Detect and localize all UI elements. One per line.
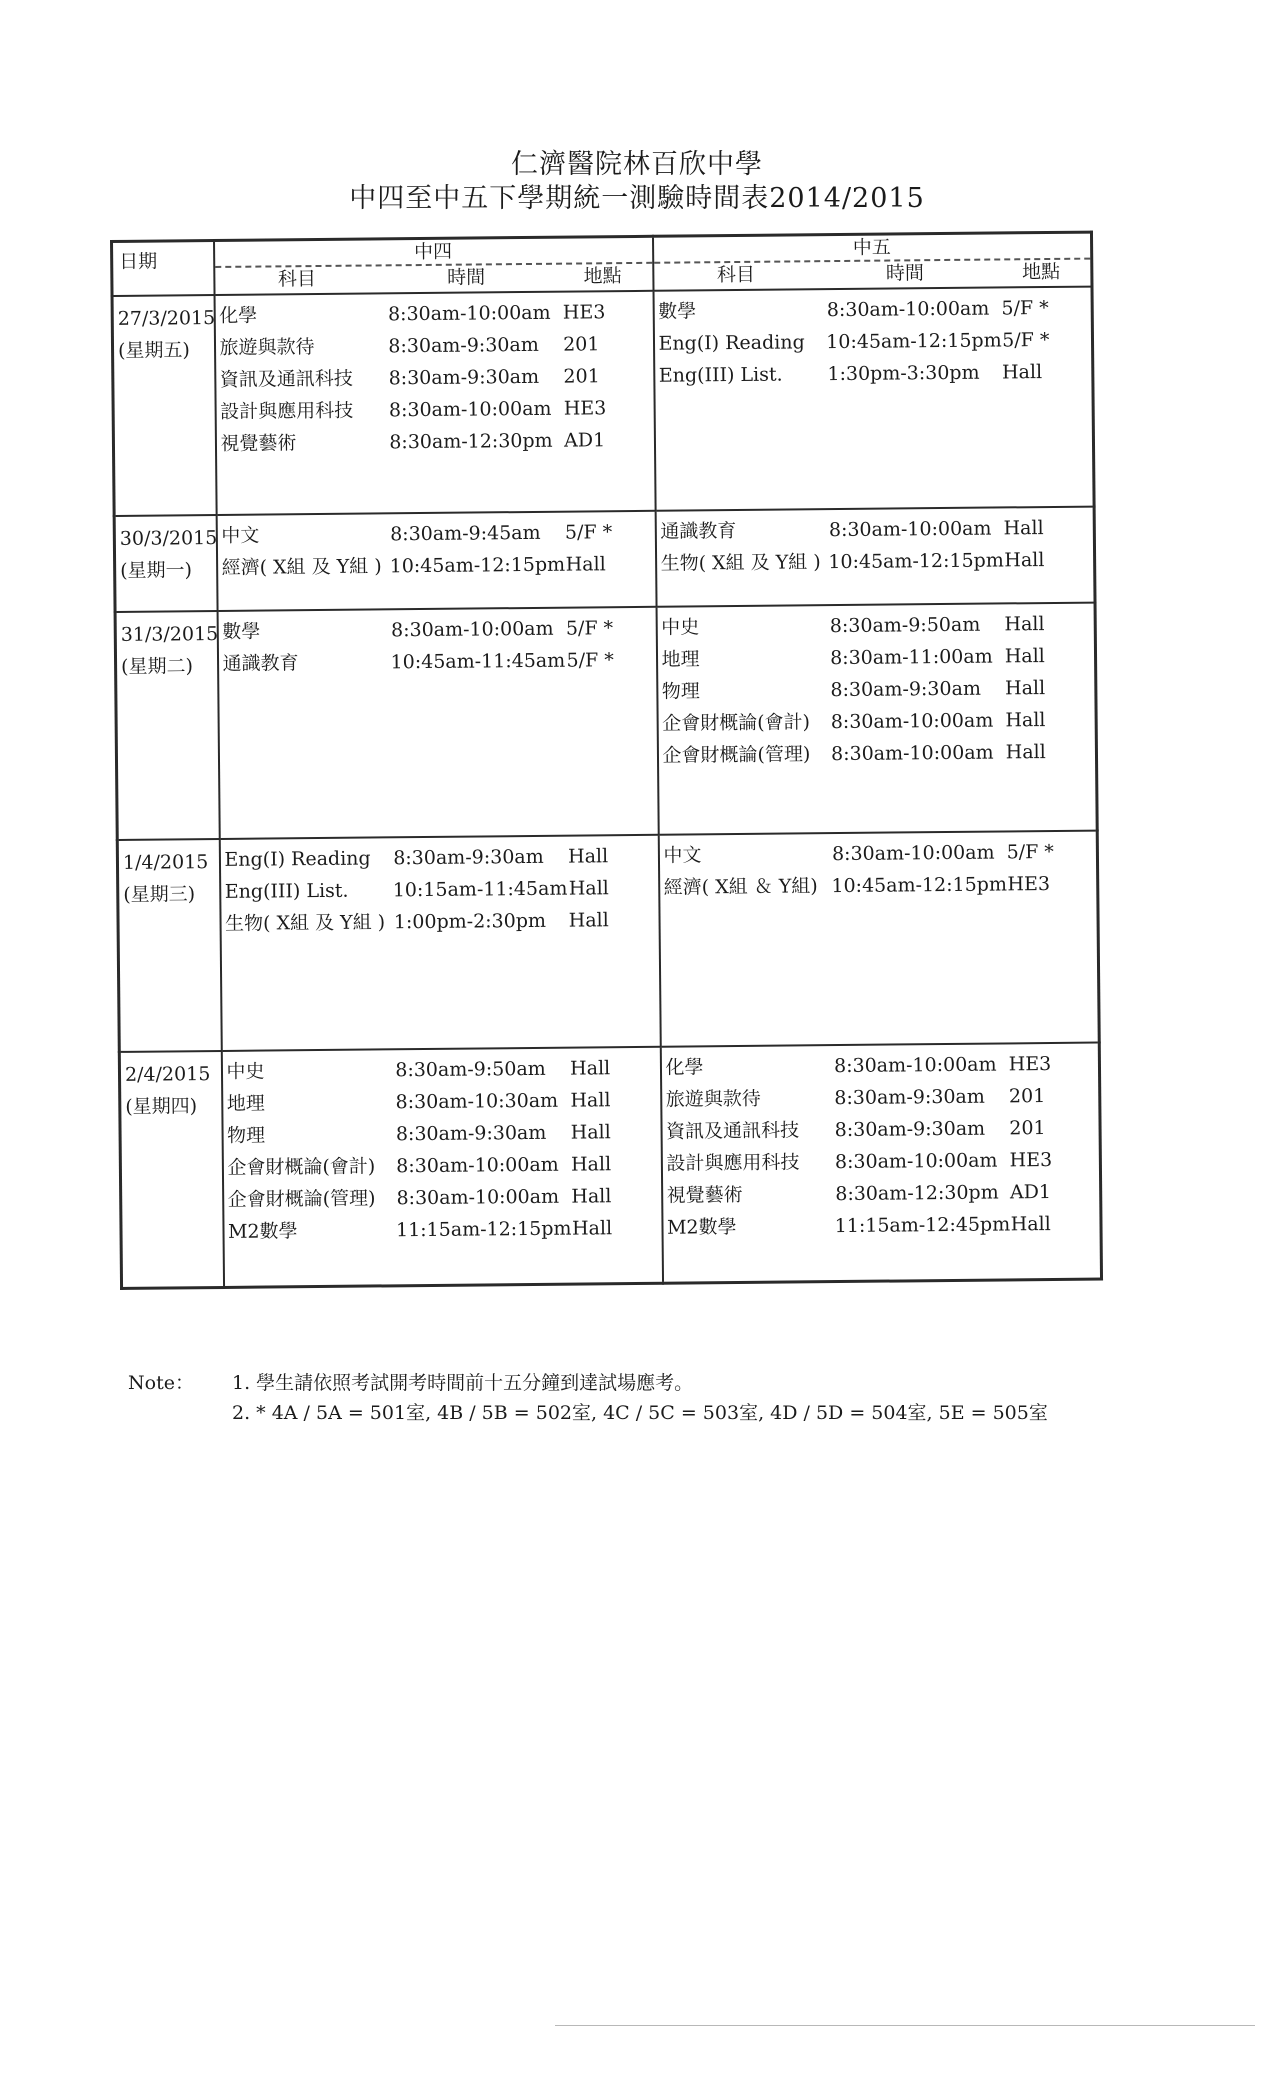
exam-subject: 旅遊與款待: [665, 1087, 761, 1111]
exam-time: 11:15am-12:15pm: [395, 1217, 572, 1242]
date-cell: [112, 295, 216, 516]
exam-entry: [224, 1180, 661, 1216]
exam-venue: 201: [563, 365, 600, 388]
exam-venue: Hall: [571, 1217, 613, 1240]
exam-time: 8:30am-9:30am: [395, 1121, 547, 1146]
exam-subject: 視覺藝術: [666, 1183, 743, 1207]
exam-entry: [657, 608, 1094, 644]
exam-date: 2/4/2015: [124, 1063, 211, 1086]
exam-time: 10:45am-12:15pm: [831, 873, 1008, 898]
schedule-title: 中四至中五下學期統一測驗時間表2014/2015: [349, 183, 925, 214]
exam-time: 1:00pm-2:30pm: [393, 909, 547, 934]
exam-weekday: (星期一): [120, 559, 193, 582]
s4-header: 中四: [215, 238, 652, 268]
exam-time: 8:30am-12:30pm: [389, 429, 553, 454]
s5-exam-cell: [660, 1043, 1101, 1283]
exam-subject: 中史: [661, 616, 700, 639]
exam-venue: Hall: [1004, 645, 1045, 668]
exam-venue: Hall: [570, 1153, 612, 1176]
exam-date: 1/4/2015: [122, 851, 209, 874]
exam-entry: [661, 1048, 1098, 1084]
exam-venue: Hall: [568, 909, 609, 932]
exam-time: 8:30am-10:00am: [396, 1185, 560, 1210]
exam-entry: [654, 324, 1091, 360]
s5-venue-header: 地點: [1022, 260, 1061, 284]
exam-subject: 化學: [219, 304, 258, 327]
exam-venue: Hall: [567, 845, 609, 868]
scan-edge-line: [555, 2025, 1255, 2026]
exam-subject: 企會財概論(管理): [227, 1187, 376, 1211]
exam-subject: 企會財概論(會計): [662, 711, 811, 735]
exam-weekday: (星期三): [123, 883, 196, 906]
exam-date: 31/3/2015: [120, 622, 219, 646]
exam-time: 8:30am-9:30am: [834, 1117, 986, 1142]
s5-exam-cell: [656, 603, 1097, 835]
exam-entry: [215, 328, 652, 364]
schedule-row: [117, 831, 1099, 1052]
exam-venue: Hall: [1005, 741, 1046, 764]
exam-subject: Eng(III) List.: [224, 879, 349, 903]
s4-exam-cell: [214, 291, 655, 515]
exam-subject: Eng(I) Reading: [658, 331, 805, 355]
note-item: 2. * 4A / 5A = 501室, 4B / 5B = 502室, 4C / 5C = 503室, 4D / 5D = 504室, 5E = 505室: [232, 1402, 1048, 1424]
exam-time: 8:30am-9:30am: [388, 365, 540, 390]
exam-entry: [662, 1080, 1099, 1116]
s5-exam-cell: [658, 831, 1099, 1047]
exam-entry: [216, 392, 653, 428]
s5-exam-cell: [653, 287, 1094, 511]
exam-venue: HE3: [1009, 1148, 1053, 1172]
exam-subject: 經濟( X組 及 Y組 ): [221, 555, 382, 579]
exam-subject: 中文: [663, 844, 702, 867]
schedule-row: [112, 287, 1094, 516]
exam-entry: [663, 1176, 1100, 1212]
exam-time: 8:30am-10:00am: [390, 617, 554, 642]
date-cell: [115, 611, 219, 840]
exam-entry: [224, 1212, 661, 1248]
exam-entry: [654, 292, 1091, 328]
schedule-row: [115, 603, 1097, 840]
exam-entry: [220, 840, 657, 876]
exam-entry: [223, 1084, 660, 1120]
exam-time: 8:30am-10:00am: [831, 841, 995, 866]
note-item: 1. 學生請依照考試開考時間前十五分鐘到達試場應考。: [232, 1372, 694, 1394]
exam-venue: 201: [563, 333, 600, 356]
exam-subject: 中文: [221, 524, 260, 547]
exam-schedule-table: [110, 231, 1103, 1290]
exam-time: 8:30am-10:00am: [387, 301, 551, 326]
exam-weekday: (星期四): [125, 1095, 198, 1118]
exam-subject: 經濟( X組 ＆ Y組): [663, 875, 818, 899]
exam-weekday: (星期二): [120, 655, 194, 678]
exam-subject: Eng(III) List.: [658, 363, 783, 387]
s5-time-header: 時間: [885, 262, 925, 285]
exam-subject: 地理: [226, 1092, 265, 1115]
exam-time: 10:45am-12:15pm: [828, 549, 1004, 574]
exam-subject: Eng(I) Reading: [224, 847, 371, 871]
exam-subject: M2數學: [666, 1216, 737, 1239]
exam-subject: 企會財概論(管理): [662, 743, 811, 767]
exam-entry: [223, 1148, 660, 1184]
s4-subject-header: 科目: [277, 268, 317, 291]
exam-subject: 視覺藝術: [220, 432, 297, 455]
exam-subject: 設計與應用科技: [666, 1151, 800, 1175]
exam-venue: Hall: [1004, 677, 1046, 700]
exam-time: 8:30am-10:00am: [396, 1153, 559, 1178]
exam-entry: [656, 512, 1093, 548]
exam-subject: 資訊及通訊科技: [219, 367, 353, 391]
exam-time: 8:30am-9:50am: [829, 613, 981, 638]
exam-time: 11:15am-12:45pm: [834, 1213, 1011, 1238]
exam-venue: Hall: [1004, 549, 1045, 572]
exam-venue: Hall: [1001, 361, 1043, 384]
exam-subject: 旅遊與款待: [219, 336, 315, 359]
s4-venue-header: 地點: [583, 265, 622, 288]
exam-time: 8:30am-10:00am: [828, 517, 992, 542]
exam-entry: [221, 904, 658, 940]
exam-venue: 5/F *: [564, 521, 613, 544]
exam-venue: 5/F *: [1006, 840, 1054, 864]
exam-venue: AD1: [1009, 1181, 1052, 1204]
exam-time: 8:30am-9:30am: [388, 333, 539, 358]
exam-entry: [662, 1144, 1099, 1180]
s4-column-group: [214, 236, 654, 295]
exam-venue: Hall: [568, 877, 609, 900]
exam-entry: [215, 296, 652, 332]
exam-entry: [662, 1112, 1099, 1148]
exam-venue: HE3: [562, 301, 606, 324]
exam-venue: Hall: [1005, 709, 1046, 732]
exam-entry: [217, 516, 654, 552]
exam-time: 8:30am-10:30am: [395, 1089, 559, 1114]
exam-entry: [658, 672, 1095, 708]
exam-entry: [216, 360, 653, 396]
exam-subject: 數學: [222, 620, 261, 643]
exam-time: 8:30am-9:45am: [390, 521, 541, 546]
exam-entry: [217, 548, 654, 584]
exam-time: 10:15am-11:45am: [392, 877, 568, 902]
exam-venue: 201: [1008, 1085, 1046, 1108]
exam-time: 8:30am-9:30am: [393, 845, 544, 870]
s5-exam-cell: [655, 507, 1095, 607]
exam-entry: [221, 872, 658, 908]
s5-subject-header: 科目: [716, 263, 756, 287]
s4-exam-cell: [216, 511, 656, 611]
note-list: [232, 1368, 1048, 1428]
exam-venue: HE3: [1007, 873, 1051, 896]
exam-date: 30/3/2015: [119, 526, 218, 550]
exam-venue: Hall: [570, 1057, 611, 1080]
exam-venue: AD1: [563, 429, 606, 452]
exam-entry: [655, 356, 1092, 392]
exam-subject: 通識教育: [660, 520, 737, 543]
exam-entry: [223, 1116, 660, 1152]
exam-entry: [663, 1208, 1100, 1244]
s4-exam-cell: [217, 607, 658, 839]
exam-subject: 資訊及通訊科技: [665, 1119, 800, 1143]
exam-subject: 通識教育: [222, 652, 299, 675]
exam-weekday: (星期五): [117, 339, 190, 362]
exam-time: 8:30am-9:30am: [830, 677, 982, 702]
exam-entry: [658, 736, 1095, 772]
exam-subject: 設計與應用科技: [220, 399, 354, 423]
exam-date: 27/3/2015: [117, 306, 216, 330]
exam-entry: [216, 424, 653, 460]
exam-time: 8:30am-10:00am: [830, 741, 994, 766]
exam-entry: [659, 836, 1096, 872]
s4-exam-cell: [219, 835, 660, 1051]
exam-subject: 生物( X組 及 Y組 ): [224, 911, 386, 935]
school-name: 仁濟醫院林百欣中學: [511, 149, 763, 180]
exam-venue: Hall: [1003, 517, 1044, 540]
exam-subject: 企會財概論(會計): [227, 1155, 376, 1179]
exam-subject: 物理: [226, 1124, 266, 1147]
s4-exam-cell: [221, 1047, 662, 1287]
s4-time-header: 時間: [447, 266, 486, 289]
exam-venue: Hall: [1010, 1213, 1051, 1236]
exam-subject: 生物( X組 及 Y組 ): [660, 551, 821, 575]
exam-time: 10:45am-11:45am: [390, 649, 566, 674]
schedule-row: [119, 1043, 1101, 1288]
exam-venue: HE3: [1008, 1053, 1052, 1076]
exam-time: 10:45am-12:15pm: [389, 553, 566, 578]
exam-venue: Hall: [570, 1089, 611, 1112]
date-cell: [114, 515, 217, 612]
exam-time: 8:30am-9:50am: [395, 1057, 546, 1082]
exam-venue: 201: [1009, 1117, 1046, 1140]
exam-venue: Hall: [571, 1185, 612, 1208]
exam-time: 8:30am-10:00am: [826, 297, 990, 322]
s5-header: 中五: [654, 234, 1091, 264]
exam-time: 1:30pm-3:30pm: [827, 361, 980, 386]
date-cell: [117, 839, 221, 1052]
exam-entry: [218, 644, 655, 680]
exam-venue: 5/F *: [565, 617, 614, 640]
exam-time: 8:30am-10:00am: [830, 709, 994, 734]
exam-subject: 物理: [661, 680, 700, 703]
exam-venue: Hall: [565, 553, 606, 576]
exam-venue: Hall: [1004, 613, 1045, 636]
exam-venue: 5/F *: [1002, 328, 1050, 352]
exam-time: 8:30am-10:00am: [834, 1149, 998, 1174]
exam-subject: M2數學: [227, 1220, 298, 1243]
exam-entry: [657, 640, 1094, 676]
exam-subject: 化學: [665, 1056, 704, 1079]
s5-column-group: [652, 232, 1092, 291]
exam-time: 8:30am-10:00am: [388, 397, 552, 422]
exam-subject: 數學: [658, 300, 697, 323]
exam-time: 8:30am-12:30pm: [835, 1181, 999, 1206]
schedule-row: [114, 507, 1095, 612]
exam-subject: 地理: [661, 648, 700, 671]
date-column-header: 日期: [112, 241, 215, 296]
exam-entry: [658, 704, 1095, 740]
exam-time: 8:30am-9:30am: [834, 1085, 985, 1110]
exam-venue: 5/F *: [566, 649, 614, 672]
exam-time: 8:30am-10:00am: [833, 1053, 997, 1078]
note-label: Note：: [128, 1372, 194, 1394]
exam-entry: [660, 868, 1097, 904]
exam-venue: Hall: [570, 1121, 611, 1144]
exam-subject: 中史: [226, 1060, 265, 1083]
exam-entry: [218, 612, 655, 648]
date-cell: [119, 1051, 223, 1288]
exam-venue: HE3: [563, 397, 607, 420]
exam-entry: [656, 544, 1093, 580]
exam-time: 8:30am-11:00am: [830, 645, 993, 670]
exam-venue: 5/F *: [1001, 296, 1049, 320]
exam-entry: [222, 1052, 659, 1088]
exam-time: 10:45am-12:15pm: [826, 329, 1002, 354]
